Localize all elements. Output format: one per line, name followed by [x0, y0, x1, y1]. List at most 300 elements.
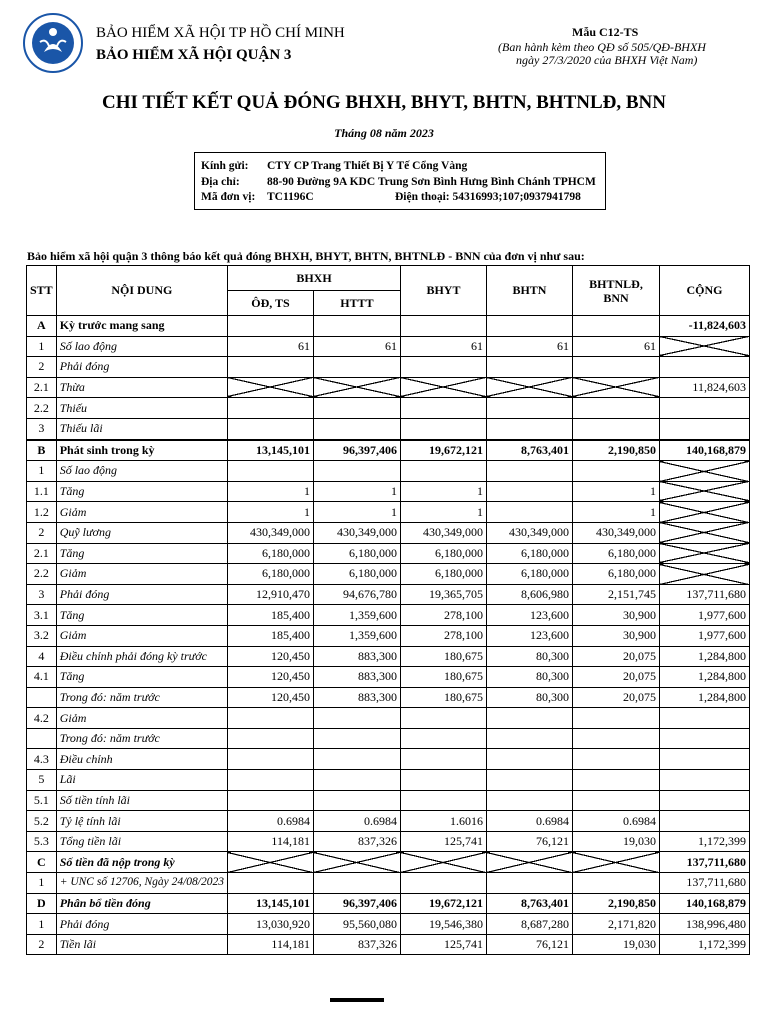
cell-total: 1,977,600 [659, 625, 749, 646]
cell-total: 140,168,879 [659, 440, 749, 461]
cell-od: 12,910,470 [227, 584, 313, 605]
header-bhxh: BHXH [227, 266, 400, 291]
table-row [27, 646, 750, 667]
cell-total [659, 811, 749, 832]
cell-bnn: 0.6984 [572, 811, 659, 832]
row-content: Thiếu lãi [56, 418, 227, 439]
row-stt: D [27, 893, 57, 914]
row-stt: 5 [27, 770, 57, 791]
recipient-info-box [194, 152, 606, 210]
table-row [27, 584, 750, 605]
period: Tháng 08 năm 2023 [334, 126, 434, 140]
table-row [27, 893, 750, 914]
row-stt: 2 [27, 934, 57, 955]
cell-total [659, 749, 749, 770]
row-stt: 4.1 [27, 667, 57, 688]
table-row [27, 418, 750, 439]
cell-bnn [572, 790, 659, 811]
table-row [27, 667, 750, 688]
unit-value: TC1196C [267, 191, 314, 203]
address-label: Địa chỉ: [201, 176, 240, 188]
cell-httt: 96,397,406 [313, 440, 400, 461]
cell-bhyt: 6,180,000 [400, 564, 486, 585]
cell-bnn [572, 357, 659, 378]
cell-bhyt: 19,672,121 [400, 893, 486, 914]
cell-httt: 883,300 [313, 646, 400, 667]
row-stt: 1.2 [27, 502, 57, 523]
cell-total [659, 790, 749, 811]
cell-bhyt [400, 790, 486, 811]
row-content: Giảm [56, 708, 227, 729]
cell-bhyt: 180,675 [400, 687, 486, 708]
cell-bnn [572, 852, 659, 873]
cell-bnn: 1 [572, 502, 659, 523]
cell-bhtn [486, 770, 572, 791]
cell-bhtn [486, 708, 572, 729]
footer-divider [330, 998, 384, 1002]
cell-bhtn: 61 [486, 336, 572, 357]
row-content: Tăng [56, 605, 227, 626]
row-stt: 3 [27, 418, 57, 439]
cell-total [659, 564, 749, 585]
cell-httt: 94,676,780 [313, 584, 400, 605]
cell-bhyt [400, 852, 486, 873]
cell-bhyt: 19,546,380 [400, 914, 486, 935]
row-content: Thừa [56, 377, 227, 398]
row-stt: 2.2 [27, 564, 57, 585]
row-stt: 1 [27, 873, 57, 894]
cell-httt [313, 873, 400, 894]
table-row [27, 461, 750, 482]
cell-bnn: 1 [572, 481, 659, 502]
cell-httt [313, 398, 400, 419]
cell-bhtn [486, 481, 572, 502]
row-content: Quỹ lương [56, 522, 227, 543]
row-stt: 3.1 [27, 605, 57, 626]
cell-bnn: 19,030 [572, 831, 659, 852]
cell-bhyt: 61 [400, 336, 486, 357]
row-content: Tăng [56, 481, 227, 502]
table-row [27, 336, 750, 357]
cell-total: 140,168,879 [659, 893, 749, 914]
cell-total: 11,824,603 [659, 377, 749, 398]
cell-httt [313, 770, 400, 791]
cell-bnn: 19,030 [572, 934, 659, 955]
cell-bnn: 6,180,000 [572, 543, 659, 564]
cell-httt: 6,180,000 [313, 564, 400, 585]
cell-total: -11,824,603 [659, 316, 749, 337]
cell-od: 13,145,101 [227, 893, 313, 914]
row-stt: 2.1 [27, 543, 57, 564]
cell-bnn [572, 873, 659, 894]
cell-bhyt [400, 398, 486, 419]
row-stt: 2 [27, 357, 57, 378]
to-value: CTY CP Trang Thiết Bị Y Tế Cổng Vàng [267, 160, 468, 172]
row-content: Điều chỉnh [56, 749, 227, 770]
cell-bhtn [486, 418, 572, 439]
form-note-2: ngày 27/3/2020 của BHXH Việt Nam) [516, 53, 698, 67]
cell-total [659, 418, 749, 439]
cell-bhyt [400, 708, 486, 729]
cell-od [227, 461, 313, 482]
cell-od [227, 398, 313, 419]
cell-bhtn: 0.6984 [486, 811, 572, 832]
table-row [27, 914, 750, 935]
cell-bhtn [486, 377, 572, 398]
cell-total [659, 481, 749, 502]
row-stt: 5.1 [27, 790, 57, 811]
cell-bnn [572, 461, 659, 482]
table-row [27, 873, 750, 894]
cell-httt: 837,326 [313, 934, 400, 955]
table-row [27, 749, 750, 770]
cell-bhtn: 123,600 [486, 605, 572, 626]
cell-bhyt: 1 [400, 502, 486, 523]
cell-od [227, 790, 313, 811]
row-stt: C [27, 852, 57, 873]
row-content: Số tiền tính lãi [56, 790, 227, 811]
cell-bhyt: 180,675 [400, 646, 486, 667]
cell-od: 13,030,920 [227, 914, 313, 935]
header-total: CỘNG [659, 266, 749, 316]
org-line-1: BẢO HIỂM XÃ HỘI TP HỒ CHÍ MINH [96, 25, 345, 41]
row-stt: 1 [27, 336, 57, 357]
cell-total: 1,172,399 [659, 934, 749, 955]
cell-bnn: 2,171,820 [572, 914, 659, 935]
address-value: 88-90 Đường 9A KDC Trung Sơn Bình Hưng Bình Chánh TPHCM [267, 176, 596, 188]
cell-httt [313, 728, 400, 749]
row-content: Phải đóng [56, 584, 227, 605]
cell-od: 6,180,000 [227, 543, 313, 564]
table-row [27, 564, 750, 585]
row-stt: B [27, 440, 57, 461]
cell-bhyt [400, 418, 486, 439]
cell-od [227, 749, 313, 770]
cell-total: 1,284,800 [659, 687, 749, 708]
cell-bhtn: 80,300 [486, 687, 572, 708]
row-stt [27, 728, 57, 749]
cell-od: 6,180,000 [227, 564, 313, 585]
unit-label: Mã đơn vị: [201, 191, 256, 203]
cell-od [227, 708, 313, 729]
cell-bhtn: 8,763,401 [486, 893, 572, 914]
table-row [27, 625, 750, 646]
cell-bhyt: 1 [400, 481, 486, 502]
table-row [27, 687, 750, 708]
cell-total [659, 543, 749, 564]
cell-bnn [572, 728, 659, 749]
cell-bnn: 20,075 [572, 646, 659, 667]
row-content: Tỷ lệ tính lãi [56, 811, 227, 832]
table-row [27, 811, 750, 832]
cell-bhyt: 278,100 [400, 625, 486, 646]
row-stt: 5.2 [27, 811, 57, 832]
cell-httt [313, 790, 400, 811]
cell-bhtn: 6,180,000 [486, 564, 572, 585]
cell-od [227, 357, 313, 378]
row-content: Trong đó: năm trước [56, 687, 227, 708]
cell-bnn [572, 316, 659, 337]
cell-httt [313, 316, 400, 337]
cell-httt [313, 377, 400, 398]
cell-bhtn: 123,600 [486, 625, 572, 646]
cell-total [659, 708, 749, 729]
cell-bhtn [486, 790, 572, 811]
cell-httt [313, 461, 400, 482]
cell-od: 185,400 [227, 625, 313, 646]
form-code: Mẫu C12-TS [572, 25, 639, 39]
org-line-2: BẢO HIỂM XÃ HỘI QUẬN 3 [96, 47, 292, 63]
cell-bhyt: 125,741 [400, 934, 486, 955]
cell-total: 1,172,399 [659, 831, 749, 852]
table-row [27, 398, 750, 419]
cell-bhyt [400, 873, 486, 894]
row-content: Phải đóng [56, 914, 227, 935]
cell-od: 430,349,000 [227, 522, 313, 543]
cell-total [659, 770, 749, 791]
cell-httt: 0.6984 [313, 811, 400, 832]
cell-httt [313, 749, 400, 770]
table-row [27, 605, 750, 626]
row-stt: 1 [27, 461, 57, 482]
cell-httt: 430,349,000 [313, 522, 400, 543]
cell-bhtn: 8,687,280 [486, 914, 572, 935]
row-content: Thiếu [56, 398, 227, 419]
row-content: Tiền lãi [56, 934, 227, 955]
cell-bnn: 30,900 [572, 605, 659, 626]
cell-bhtn [486, 398, 572, 419]
cell-od [227, 728, 313, 749]
cell-total: 1,977,600 [659, 605, 749, 626]
cell-bnn: 2,190,850 [572, 440, 659, 461]
cell-od: 1 [227, 502, 313, 523]
cell-od [227, 873, 313, 894]
table-row [27, 852, 750, 873]
header-stt: STT [27, 266, 57, 316]
cell-bnn [572, 377, 659, 398]
cell-od: 120,450 [227, 687, 313, 708]
row-content: Điều chỉnh phải đóng kỳ trước [56, 646, 227, 667]
cell-total [659, 502, 749, 523]
cell-total [659, 728, 749, 749]
cell-bhtn [486, 357, 572, 378]
table-row [27, 481, 750, 502]
cell-httt: 1,359,600 [313, 625, 400, 646]
cell-bhyt [400, 357, 486, 378]
page-title: CHI TIẾT KẾT QUẢ ĐÓNG BHXH, BHYT, BHTN, BHTNLĐ, BNN [102, 92, 666, 113]
table-row [27, 790, 750, 811]
cell-bhtn [486, 461, 572, 482]
row-stt: 1 [27, 914, 57, 935]
row-content: Số tiền đã nộp trong kỳ [56, 852, 227, 873]
row-content: Trong đó: năm trước [56, 728, 227, 749]
header-od-ts: ÔĐ, TS [227, 291, 313, 316]
row-stt: 2.2 [27, 398, 57, 419]
cell-total: 137,711,680 [659, 852, 749, 873]
cell-httt: 1 [313, 502, 400, 523]
cell-httt: 61 [313, 336, 400, 357]
table-row [27, 543, 750, 564]
cell-total: 1,284,800 [659, 667, 749, 688]
row-content: Phát sinh trong kỳ [56, 440, 227, 461]
cell-od [227, 377, 313, 398]
row-stt: 1.1 [27, 481, 57, 502]
cell-od: 13,145,101 [227, 440, 313, 461]
row-stt: 4.3 [27, 749, 57, 770]
table-row [27, 316, 750, 337]
cell-bnn: 20,075 [572, 687, 659, 708]
header-bhtnld: BHTNLĐ, BNN [572, 266, 659, 316]
cell-od [227, 316, 313, 337]
row-content: Số lao động [56, 336, 227, 357]
cell-od: 120,450 [227, 646, 313, 667]
cell-httt [313, 418, 400, 439]
cell-bnn [572, 418, 659, 439]
row-stt [27, 687, 57, 708]
table-row [27, 502, 750, 523]
cell-bnn [572, 398, 659, 419]
header-content: NỘI DUNG [56, 266, 227, 316]
cell-bnn: 6,180,000 [572, 564, 659, 585]
row-content: Tổng tiền lãi [56, 831, 227, 852]
row-content: Lãi [56, 770, 227, 791]
cell-total: 138,996,480 [659, 914, 749, 935]
cell-bhyt [400, 316, 486, 337]
cell-httt: 1 [313, 481, 400, 502]
cell-bhtn: 430,349,000 [486, 522, 572, 543]
cell-httt: 1,359,600 [313, 605, 400, 626]
cell-bhtn: 8,606,980 [486, 584, 572, 605]
cell-total [659, 357, 749, 378]
cell-bhtn: 80,300 [486, 646, 572, 667]
cell-bhyt: 6,180,000 [400, 543, 486, 564]
intro-text: Bảo hiểm xã hội quận 3 thông báo kết quả đóng BHXH, BHYT, BHTN, BHTNLĐ - BNN của đơn vị như sau: [27, 249, 585, 263]
cell-bhyt: 430,349,000 [400, 522, 486, 543]
cell-httt: 6,180,000 [313, 543, 400, 564]
cell-total [659, 336, 749, 357]
cell-bnn: 430,349,000 [572, 522, 659, 543]
table-row [27, 708, 750, 729]
cell-bhyt [400, 770, 486, 791]
cell-bhyt: 19,365,705 [400, 584, 486, 605]
cell-httt: 96,397,406 [313, 893, 400, 914]
cell-od: 0.6984 [227, 811, 313, 832]
table-body [27, 316, 750, 955]
table-row [27, 377, 750, 398]
cell-od: 114,181 [227, 831, 313, 852]
row-stt: A [27, 316, 57, 337]
cell-bhtn [486, 728, 572, 749]
header-httt: HTTT [313, 291, 400, 316]
cell-bhyt [400, 461, 486, 482]
cell-httt [313, 708, 400, 729]
cell-httt [313, 852, 400, 873]
row-content: Giảm [56, 502, 227, 523]
cell-bnn [572, 708, 659, 729]
row-content: + UNC số 12706, Ngày 24/08/2023 [56, 873, 227, 894]
row-content: Phải đóng [56, 357, 227, 378]
cell-httt: 883,300 [313, 687, 400, 708]
cell-bnn: 61 [572, 336, 659, 357]
cell-bnn [572, 749, 659, 770]
cell-od: 120,450 [227, 667, 313, 688]
row-content: Giảm [56, 625, 227, 646]
cell-total: 1,284,800 [659, 646, 749, 667]
row-stt: 2.1 [27, 377, 57, 398]
cell-bhtn: 80,300 [486, 667, 572, 688]
cell-bnn [572, 770, 659, 791]
cell-od [227, 852, 313, 873]
cell-bhyt [400, 377, 486, 398]
cell-bhyt: 125,741 [400, 831, 486, 852]
cell-bhyt: 1.6016 [400, 811, 486, 832]
table-row [27, 440, 750, 461]
row-content: Tăng [56, 543, 227, 564]
cell-bhyt [400, 749, 486, 770]
form-note-1: (Ban hành kèm theo QĐ số 505/QĐ-BHXH [498, 40, 706, 54]
cell-bhtn: 76,121 [486, 934, 572, 955]
cell-bhtn [486, 852, 572, 873]
row-stt: 3 [27, 584, 57, 605]
cell-total: 137,711,680 [659, 873, 749, 894]
row-content: Phân bổ tiền đóng [56, 893, 227, 914]
cell-od [227, 418, 313, 439]
cell-bnn: 2,151,745 [572, 584, 659, 605]
header-bhtn: BHTN [486, 266, 572, 316]
table-row [27, 728, 750, 749]
cell-bhyt: 19,672,121 [400, 440, 486, 461]
bhxh-logo-icon [22, 12, 84, 74]
cell-httt [313, 357, 400, 378]
cell-bhtn [486, 502, 572, 523]
table-row [27, 934, 750, 955]
row-stt: 4.2 [27, 708, 57, 729]
cell-bhtn [486, 316, 572, 337]
cell-httt: 883,300 [313, 667, 400, 688]
cell-od [227, 770, 313, 791]
row-content: Kỳ trước mang sang [56, 316, 227, 337]
cell-bhyt [400, 728, 486, 749]
row-content: Tăng [56, 667, 227, 688]
cell-bhtn: 6,180,000 [486, 543, 572, 564]
cell-bnn: 20,075 [572, 667, 659, 688]
phone: Điện thoại: 54316993;107;0937941798 [395, 191, 581, 203]
cell-bnn: 2,190,850 [572, 893, 659, 914]
cell-od: 185,400 [227, 605, 313, 626]
cell-bhtn [486, 749, 572, 770]
row-stt: 3.2 [27, 625, 57, 646]
row-content: Số lao động [56, 461, 227, 482]
table-row [27, 831, 750, 852]
cell-bhtn: 8,763,401 [486, 440, 572, 461]
cell-od: 61 [227, 336, 313, 357]
header-bhyt: BHYT [400, 266, 486, 316]
cell-bhyt: 278,100 [400, 605, 486, 626]
cell-total [659, 522, 749, 543]
row-content: Giảm [56, 564, 227, 585]
cell-od: 114,181 [227, 934, 313, 955]
cell-total: 137,711,680 [659, 584, 749, 605]
cell-bhtn: 76,121 [486, 831, 572, 852]
results-table [26, 265, 750, 955]
to-label: Kính gửi: [201, 160, 249, 172]
row-stt: 5.3 [27, 831, 57, 852]
cell-bhtn [486, 873, 572, 894]
cell-httt: 95,560,080 [313, 914, 400, 935]
table-row [27, 770, 750, 791]
table-row [27, 522, 750, 543]
cell-total [659, 461, 749, 482]
